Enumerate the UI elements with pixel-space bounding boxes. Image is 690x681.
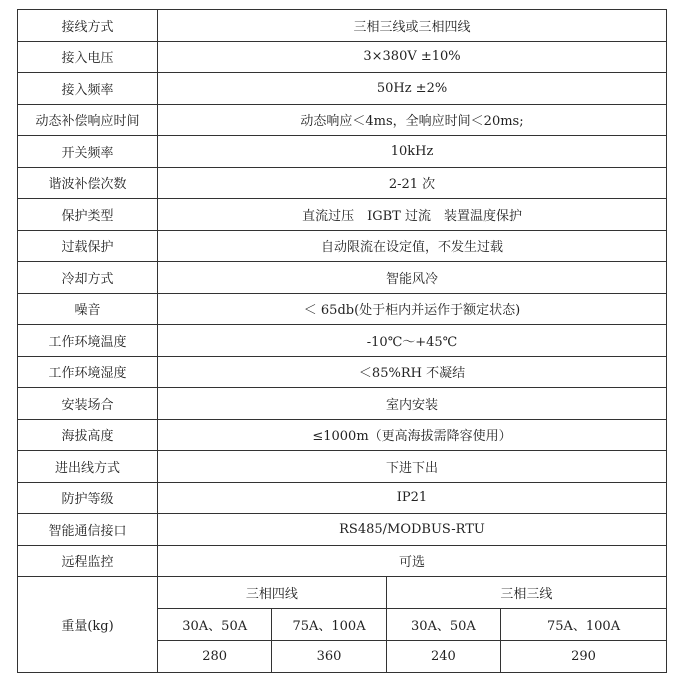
- spec-value: RS485/MODBUS-RTU: [158, 514, 667, 546]
- table-row: [18, 10, 667, 42]
- table-row: [18, 199, 667, 231]
- spec-name: 海拔高度: [18, 419, 158, 451]
- spec-value: 2-21 次: [158, 167, 667, 199]
- spec-value: 10kHz: [158, 136, 667, 168]
- weight-group: 三相四线: [158, 577, 387, 609]
- spec-value: ＜85%RH 不凝结: [158, 356, 667, 388]
- spec-name: 接线方式: [18, 10, 158, 42]
- weight-rating: 30A、50A: [158, 609, 272, 641]
- spec-name: 接入电压: [18, 41, 158, 73]
- spec-value: 智能风冷: [158, 262, 667, 294]
- spec-value: IP21: [158, 482, 667, 514]
- spec-value: 室内安装: [158, 388, 667, 420]
- table-row: [18, 167, 667, 199]
- spec-name: 接入频率: [18, 73, 158, 105]
- table-row: [18, 482, 667, 514]
- spec-name: 过载保护: [18, 230, 158, 262]
- spec-value: 自动限流在设定值，不发生过载: [158, 230, 667, 262]
- weight-group: 三相三线: [386, 577, 666, 609]
- weight-label: 重量(kg): [18, 577, 158, 673]
- table-row: [18, 451, 667, 483]
- spec-name: 保护类型: [18, 199, 158, 231]
- spec-name: 谐波补偿次数: [18, 167, 158, 199]
- spec-name: 智能通信接口: [18, 514, 158, 546]
- spec-name: 噪音: [18, 293, 158, 325]
- table-row: [18, 419, 667, 451]
- table-row: [18, 388, 667, 420]
- spec-value: 50Hz ±2%: [158, 73, 667, 105]
- weight-value: 290: [501, 641, 667, 673]
- weight-rating: 75A、100A: [501, 609, 667, 641]
- table-row: [18, 262, 667, 294]
- spec-name: 动态补偿响应时间: [18, 104, 158, 136]
- spec-name: 冷却方式: [18, 262, 158, 294]
- spec-value: 三相三线或三相四线: [158, 10, 667, 42]
- table-row: [18, 41, 667, 73]
- weight-value: 360: [272, 641, 386, 673]
- spec-value: 动态响应＜4ms，全响应时间＜20ms;: [158, 104, 667, 136]
- spec-name: 远程监控: [18, 545, 158, 577]
- table-row: [18, 356, 667, 388]
- spec-table: [17, 9, 667, 673]
- table-row: [18, 545, 667, 577]
- table-row: [18, 325, 667, 357]
- weight-rating: 30A、50A: [386, 609, 500, 641]
- weight-rating: 75A、100A: [272, 609, 386, 641]
- spec-name: 工作环境湿度: [18, 356, 158, 388]
- spec-value: 下进下出: [158, 451, 667, 483]
- spec-name: 工作环境温度: [18, 325, 158, 357]
- spec-name: 进出线方式: [18, 451, 158, 483]
- spec-value: -10℃～+45℃: [158, 325, 667, 357]
- spec-name: 防护等级: [18, 482, 158, 514]
- table-row: [18, 514, 667, 546]
- table-row: [18, 230, 667, 262]
- weight-value: 280: [158, 641, 272, 673]
- spec-value: 3×380V ±10%: [158, 41, 667, 73]
- weight-value: 240: [386, 641, 500, 673]
- table-row: [18, 293, 667, 325]
- spec-name: 开关频率: [18, 136, 158, 168]
- table-row: [18, 73, 667, 105]
- spec-value: 直流过压 IGBT 过流 装置温度保护: [158, 199, 667, 231]
- spec-name: 安装场合: [18, 388, 158, 420]
- spec-value: ≤1000m（更高海拔需降容使用）: [158, 419, 667, 451]
- table-row: [18, 136, 667, 168]
- spec-value: 可选: [158, 545, 667, 577]
- spec-value: ＜ 65db(处于柜内并运作于额定状态): [158, 293, 667, 325]
- table-row: [18, 104, 667, 136]
